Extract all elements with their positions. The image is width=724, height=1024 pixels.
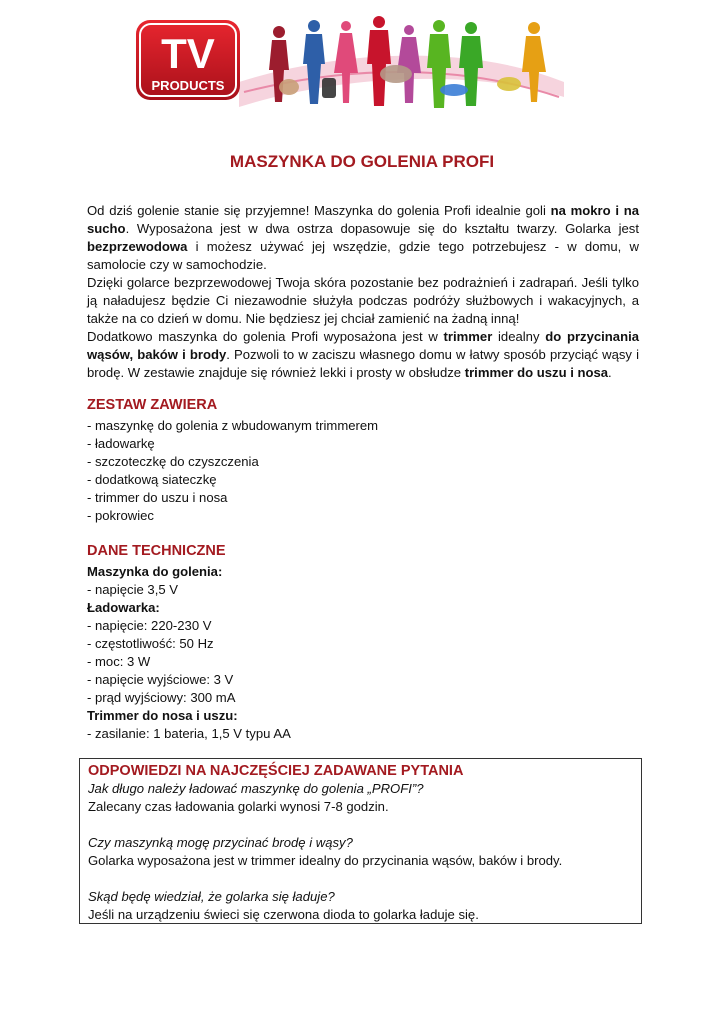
kit-list [87, 417, 378, 525]
intro-text-segment: Dzięki golarce bezprzewodowej Twoja skóra pozostanie bez podrażnień i zadrapań. Jeśli tylko ją naładujesz będzie Ci niezawodnie służyła podczas podróży służbowych i wakacyjnych, a także na co dzień w domu. Nie będziesz jej chciał zamienić na żadną inną! [87, 275, 639, 326]
kit-list-item: - dodatkową siateczkę [87, 472, 217, 487]
intro-text-segment: trimmer do uszu i nosa [464, 365, 609, 380]
tech-spec-item: - napięcie wyjściowe: 3 V [87, 672, 234, 687]
tech-spec-item: - napięcie 3,5 V [87, 582, 178, 597]
tech-subheading: Trimmer do nosa i uszu: [87, 708, 238, 723]
faq-answer: Golarka wyposażona jest w trimmer idealny do przycinania wąsów, baków i brody. [88, 853, 563, 868]
faq-spacer [88, 870, 633, 888]
tech-heading: DANE TECHNICZNE [87, 543, 226, 559]
kit-list-item: - szczoteczkę do czyszczenia [87, 454, 259, 469]
kit-list-item: - trimmer do uszu i nosa [87, 490, 228, 505]
tech-list [87, 563, 291, 743]
intro-text-segment: . [608, 365, 612, 380]
faq-answer: Zalecany czas ładowania golarki wynosi 7-8 godzin. [88, 799, 389, 814]
logo-products-text: PRODUCTS [151, 78, 225, 93]
tech-spec-item: - zasilanie: 1 bateria, 1,5 V typu AA [87, 726, 291, 741]
tech-spec-item: - częstotliwość: 50 Hz [87, 636, 214, 651]
faq-answer: Jeśli na urządzeniu świeci się czerwona dioda to golarka ładuje się. [88, 907, 479, 922]
intro-paragraph-3 [87, 328, 639, 382]
kit-list-item: - pokrowiec [87, 508, 154, 523]
tech-subheading: Ładowarka: [87, 600, 160, 615]
intro-text-segment: . Pozwoli to w zaciszu własnego domu w łatwy sposób przyciąć wąsy i brodę. W zestawie znajduje się również lekki i prosty w obsłudze [87, 347, 639, 380]
people-silhouettes-icon [269, 16, 546, 108]
intro-text-segment: do przycinania wąsów, baków i brody [87, 329, 639, 362]
tech-spec-item: - moc: 3 W [87, 654, 151, 669]
faq-question: Czy maszynką mogę przycinać brodę i wąsy? [88, 835, 353, 850]
intro-text-segment: idealny [492, 329, 546, 344]
tech-subheading: Maszynka do golenia: [87, 564, 223, 579]
logo-tv-text: TV [161, 30, 215, 77]
kit-list-item: - ładowarkę [87, 436, 155, 451]
intro-text [87, 202, 639, 382]
tv-products-logo [134, 18, 242, 102]
faq-spacer [88, 816, 633, 834]
faq-question: Jak długo należy ładować maszynkę do golenia „PROFI”? [88, 781, 424, 796]
kit-heading: ZESTAW ZAWIERA [87, 397, 218, 413]
intro-text-segment: trimmer [443, 329, 493, 344]
page-title: MASZYNKA DO GOLENIA PROFI [229, 152, 495, 171]
tech-spec-item: - prąd wyjściowy: 300 mA [87, 690, 236, 705]
intro-text-segment: na mokro i na sucho [87, 203, 639, 236]
intro-text-segment: bezprzewodowa [87, 239, 188, 254]
faq-box [79, 758, 642, 924]
faq-items [88, 780, 633, 924]
intro-paragraph-1 [87, 202, 639, 274]
intro-text-segment: Dodatkowo maszynka do golenia Profi wyposażona jest w [87, 329, 444, 344]
faq-question: Skąd będę wiedział, że golarka się ładuje? [88, 889, 335, 904]
faq-heading: ODPOWIEDZI NA NAJCZĘŚCIEJ ZADAWANE PYTANIA [88, 763, 464, 779]
intro-text-segment: Od dziś golenie stanie się przyjemne! Maszynka do golenia Profi idealnie goli [87, 203, 551, 218]
kit-list-item: - maszynkę do golenia z wbudowanym trimmerem [87, 418, 379, 433]
tech-spec-item: - napięcie: 220-230 V [87, 618, 212, 633]
intro-text-segment: . Wyposażona jest w dwa ostrza dopasowuje się do kształtu twarzy. Golarka jest [125, 221, 639, 236]
intro-paragraph-2 [87, 274, 639, 328]
intro-text-segment: i możesz używać jej wszędzie, gdzie tego potrzebujesz - w domu, w samolocie czy w samochodzie. [87, 239, 639, 272]
